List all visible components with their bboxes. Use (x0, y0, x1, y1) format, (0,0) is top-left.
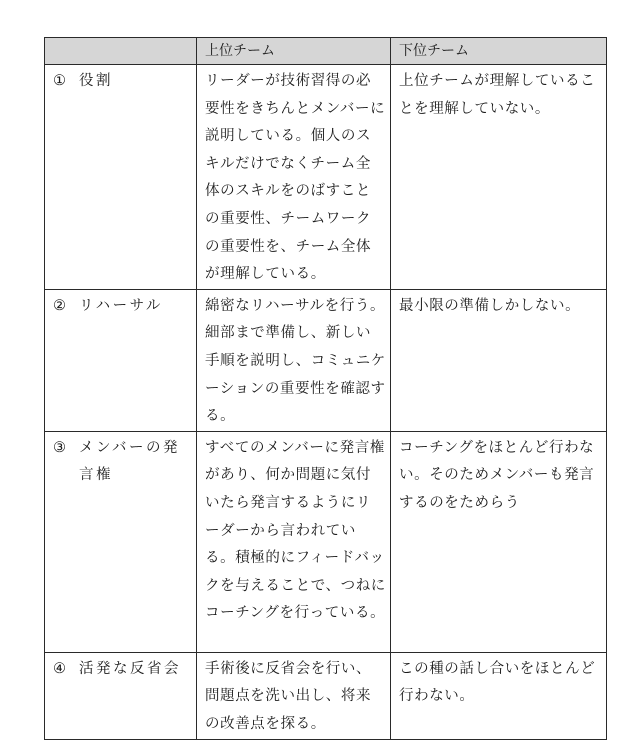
table-row (45, 289, 607, 431)
table-row (45, 65, 607, 290)
lower-team-cell: 上位チームが理解していることを理解していない。 (391, 65, 607, 290)
lower-team-cell: この種の話し合いをほとんど行わない。 (391, 652, 607, 739)
upper-team-cell: すべてのメンバーに発言権があり、何か問題に気付いたら発言するようにリーダーから言われている。積極的にフィードバックを与えることで、つねにコーチングを行っている。 (197, 431, 391, 652)
header-lower-team: 下位チーム (391, 38, 607, 65)
topic-cell (45, 652, 197, 739)
lower-team-cell: 最小限の準備しかしない。 (391, 289, 607, 431)
topic-cell (45, 65, 197, 290)
table-row (45, 652, 607, 739)
row-number: ③ (53, 439, 67, 456)
topic-label: 役割 (79, 73, 113, 89)
upper-team-cell: リーダーが技術習得の必要性をきちんとメンバーに説明している。個人のスキルだけでなくチーム全体のスキルをのばすことの重要性、チームワークの重要性を、チーム全体が理解している。 (197, 65, 391, 290)
lower-team-cell: コーチングをほとんど行わない。そのためメンバーも発言するのをためらう (391, 431, 607, 652)
header-topic (45, 38, 197, 65)
topic-cell (45, 289, 197, 431)
topic-label: 活発な反省会 (79, 660, 181, 677)
topic-cell (45, 431, 197, 652)
row-number: ① (53, 73, 67, 89)
topic-label: リハーサル (79, 297, 163, 314)
upper-team-cell: 綿密なリハーサルを行う。細部まで準備し、新しい手順を説明し、コミュニケーションの重要性を確認する。 (197, 289, 391, 431)
row-number: ④ (53, 660, 67, 677)
header-row (45, 38, 607, 65)
upper-team-cell: 手術後に反省会を行い、問題点を洗い出し、将来の改善点を探る。 (197, 652, 391, 739)
row-number: ② (53, 297, 67, 314)
table-row (45, 431, 607, 652)
comparison-table (44, 37, 607, 740)
topic-label: メンバーの発言権 (79, 439, 180, 484)
header-upper-team: 上位チーム (197, 38, 391, 65)
